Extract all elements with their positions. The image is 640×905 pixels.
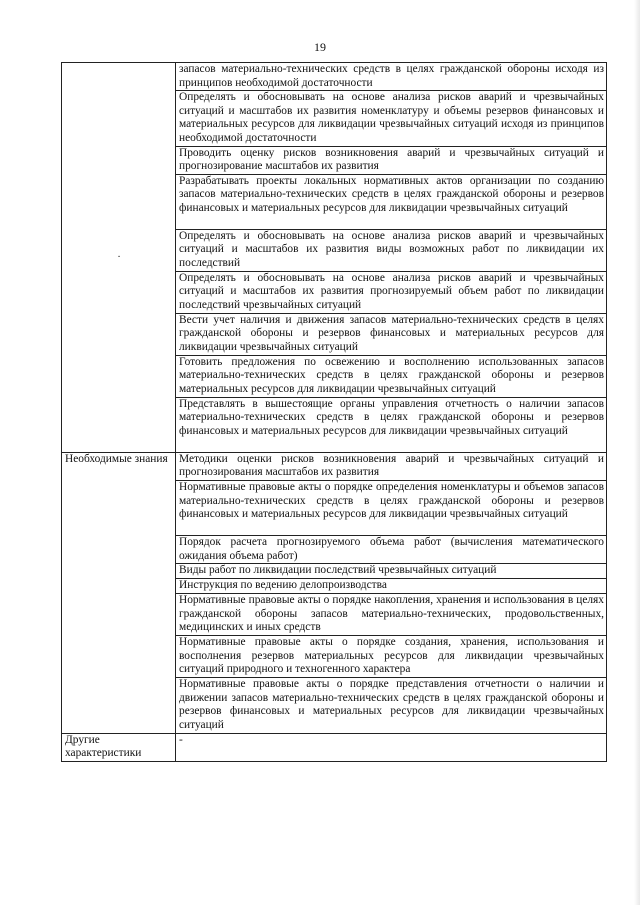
table-cell: запасов материально-технических средств в целях гражданской обороны исходя из принципов необходимой достаточности bbox=[176, 63, 607, 91]
table-row bbox=[62, 733, 607, 761]
table-cell: Инструкция по ведению делопроизводства bbox=[176, 579, 607, 594]
table-row bbox=[62, 452, 607, 480]
table-cell: Определять и обосновывать на основе анализа рисков аварий и чрезвычайных ситуаций и масштабов их развития виды возможных работ по ликвидации их последствий bbox=[176, 229, 607, 271]
other-label: Другие характеристики bbox=[62, 733, 176, 761]
table-row bbox=[62, 63, 607, 91]
table-cell: Нормативные правовые акты о порядке представления отчетности о наличии и движении запасов материально-технических средств в целях гражданской обороны и резервов финансовых и материальных ресурсов для ликвидации чрезвычайных ситуаций bbox=[176, 678, 607, 733]
table-cell: Проводить оценку рисков возникновения аварий и чрезвычайных ситуаций и прогнозирование масштабов их развития bbox=[176, 146, 607, 174]
table-cell: Определять и обосновывать на основе анализа рисков аварий и чрезвычайных ситуаций и масштабов их развития номенклатуру и объемы резервов финансовых и материальных ресурсов для ликвидации чрезвычайных ситуаций исходя из принципов необходимой достаточности bbox=[176, 91, 607, 146]
table-cell: Разрабатывать проекты локальных нормативных актов организации по созданию запасов материально-технических средств в целях гражданской обороны и резервов финансовых и материальных ресурсов для ликвидации чрезвычайных ситуаций bbox=[176, 174, 607, 229]
knowledge-label: Необходимые знания bbox=[62, 452, 176, 733]
table-cell: Нормативные правовые акты о порядке накопления, хранения и использования в целях гражданской обороны запасов материально-технических, продовольственных, медицинских и иных средств bbox=[176, 594, 607, 636]
other-value: - bbox=[176, 733, 607, 761]
scan-edge-shading bbox=[634, 0, 640, 905]
table-cell: Порядок расчета прогнозируемого объема работ (вычисления математического ожидания объема работ) bbox=[176, 535, 607, 563]
page-number: 19 bbox=[314, 40, 326, 54]
empty-label-cell bbox=[62, 63, 176, 453]
scan-dot-mark: · bbox=[117, 251, 121, 263]
table-cell: Методики оценки рисков возникновения аварий и чрезвычайных ситуаций и прогнозирования масштабов их развития bbox=[176, 452, 607, 480]
table-cell: Представлять в вышестоящие органы управления отчетность о наличии запасов материально-технических средств в целях гражданской обороны и резервов финансовых и материальных ресурсов для ликвидации чрезвычайных ситуаций bbox=[176, 397, 607, 452]
table-cell: Нормативные правовые акты о порядке определения номенклатуры и объемов запасов материально-технических средств в целях гражданской обороны и резервов финансовых и материальных ресурсов для ликвидации чрезвычайных ситуаций bbox=[176, 480, 607, 535]
table-cell: Вести учет наличия и движения запасов материально-технических средств в целях гражданской обороны и резервов финансовых и материальных ресурсов для ликвидации чрезвычайных ситуаций bbox=[176, 313, 607, 355]
table-cell: Определять и обосновывать на основе анализа рисков аварий и чрезвычайных ситуаций и масштабов их развития прогнозируемый объем работ по ликвидации последствий чрезвычайных ситуаций bbox=[176, 271, 607, 313]
table-cell: Виды работ по ликвидации последствий чрезвычайных ситуаций bbox=[176, 564, 607, 579]
requirements-table bbox=[61, 62, 607, 762]
table-cell: Готовить предложения по освежению и восполнению использованных запасов материально-технических средств в целях гражданской обороны и резервов материальных ресурсов для ликвидации чрезвычайных ситуаций bbox=[176, 355, 607, 397]
table-cell: Нормативные правовые акты о порядке создания, хранения, использования и восполнения резервов материальных ресурсов для ликвидации чрезвычайных ситуаций природного и техногенного характера bbox=[176, 636, 607, 678]
